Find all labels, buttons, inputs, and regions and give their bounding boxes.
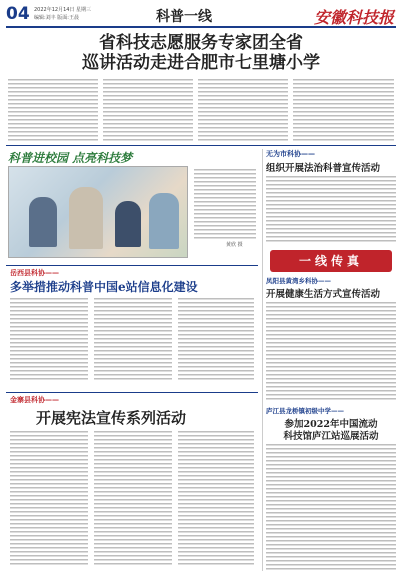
article-fengyang-title: 开展健康生活方式宣传活动 bbox=[266, 289, 381, 300]
paper-name-logo: 安徽科技报 bbox=[313, 8, 394, 27]
feature-photo bbox=[8, 166, 188, 258]
article-wuwei-title: 组织开展法治科普宣传活动 bbox=[266, 163, 381, 174]
photo-feature bbox=[6, 149, 258, 261]
article-jinzhai-title: 开展宪法宣传系列活动 bbox=[36, 409, 187, 427]
article-jinzhai-col2 bbox=[94, 431, 172, 567]
article-lujiang-kicker: 庐江县龙桥镇初级中学—— bbox=[266, 407, 344, 415]
date-line: 2022年12月14日 星期三 bbox=[34, 7, 92, 13]
lead-body-col2 bbox=[103, 79, 193, 141]
article-yuexi bbox=[6, 268, 258, 386]
article-jinzhai-kicker: 金寨县科协—— bbox=[10, 396, 59, 404]
article-yuexi-col2 bbox=[94, 298, 172, 382]
article-jinzhai-col3 bbox=[178, 431, 254, 567]
article-wuwei-kicker: 无为市科协—— bbox=[266, 150, 315, 158]
article-yuexi-col3 bbox=[178, 298, 254, 382]
lead-body-col1 bbox=[8, 79, 98, 141]
article-yuexi-kicker: 岳西县科协—— bbox=[10, 269, 59, 277]
yixian-badge-text: 一线传真 bbox=[298, 254, 363, 268]
article-fengyang-body bbox=[266, 302, 396, 400]
lead-headline bbox=[6, 33, 396, 73]
lead-title-line2: 巡讲活动走进合肥市七里塘小学 bbox=[82, 53, 320, 73]
masthead bbox=[6, 4, 396, 28]
yixian-banner bbox=[270, 250, 392, 272]
article-lujiang bbox=[266, 406, 396, 572]
photo-feature-title: 科普进校园 点亮科技梦 bbox=[8, 151, 133, 165]
article-fengyang bbox=[266, 276, 396, 404]
page-number: 04 bbox=[6, 4, 30, 24]
article-jinzhai bbox=[6, 395, 258, 571]
article-wuwei-body bbox=[266, 176, 396, 244]
lead-body-col4 bbox=[293, 79, 394, 141]
section-title: 科普一线 bbox=[156, 9, 212, 25]
article-lujiang-title2: 科技馆庐江站巡展活动 bbox=[283, 431, 379, 442]
article-lujiang-title1: 参加2022年中国流动 bbox=[284, 419, 378, 430]
lead-body-col3 bbox=[198, 79, 288, 141]
article-yuexi-title: 多举措推动科普中国e站信息化建设 bbox=[10, 280, 198, 294]
article-fengyang-kicker: 凤阳县黄湾乡科协—— bbox=[266, 277, 331, 285]
article-yuexi-col1 bbox=[10, 298, 88, 382]
article-jinzhai-col1 bbox=[10, 431, 88, 567]
photo-caption bbox=[194, 169, 256, 239]
editor-line: 编辑:刘丰 版面:王晨 bbox=[34, 15, 79, 21]
photo-caption-author: 黄欣 摄 bbox=[226, 242, 243, 248]
article-lujiang-body bbox=[266, 444, 396, 570]
lead-title-line1: 省科技志愿服务专家团全省 bbox=[99, 33, 303, 53]
article-wuwei bbox=[266, 149, 396, 245]
